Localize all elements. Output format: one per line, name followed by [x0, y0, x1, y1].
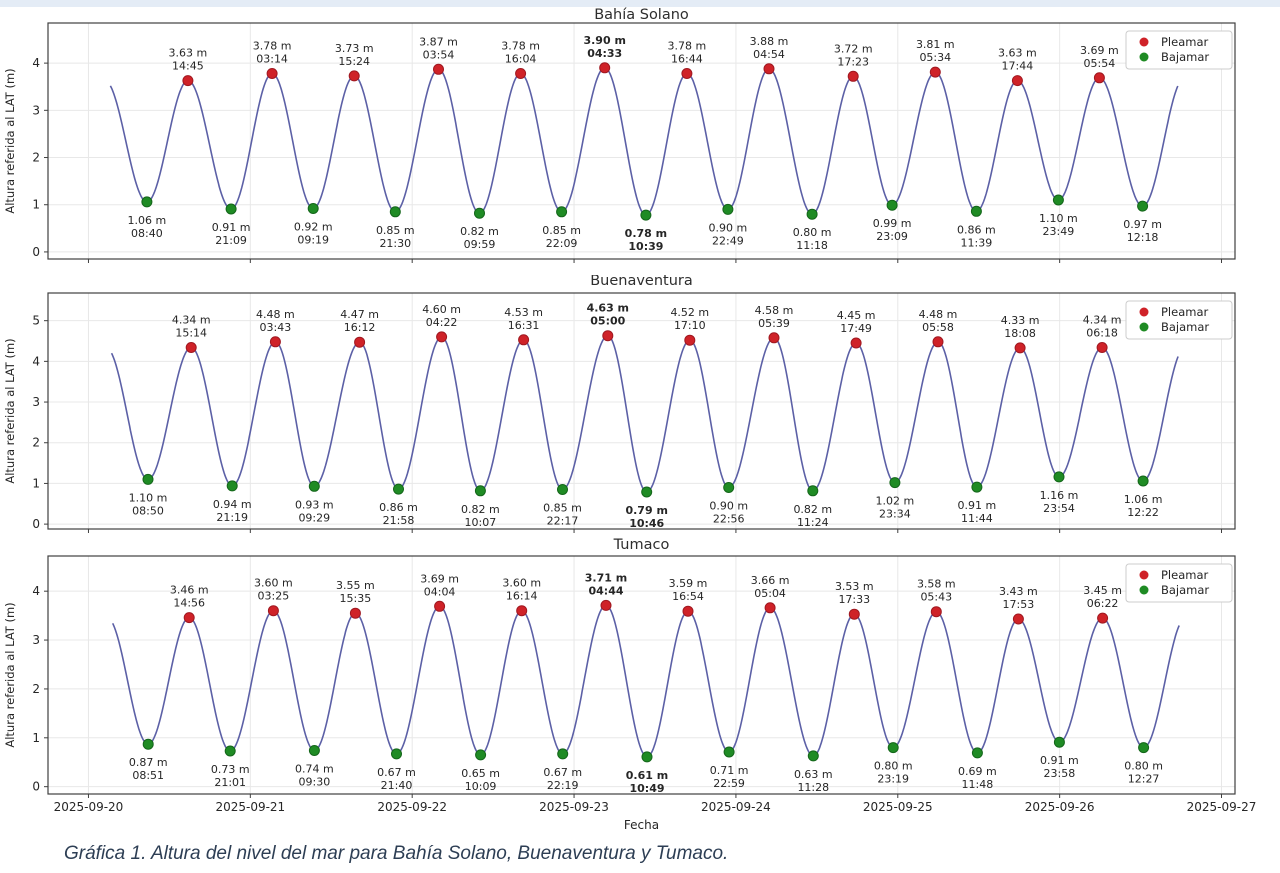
svg-text:0.90 m: 0.90 m	[709, 499, 749, 513]
low-tide-marker	[227, 481, 237, 491]
low-tide-marker	[558, 485, 568, 495]
svg-text:21:30: 21:30	[379, 236, 412, 250]
svg-text:0.91 m: 0.91 m	[957, 499, 997, 513]
svg-text:0: 0	[32, 244, 40, 259]
svg-text:0.63 m: 0.63 m	[793, 767, 833, 781]
legend-marker-pleamar	[1140, 571, 1149, 580]
svg-text:16:12: 16:12	[343, 321, 376, 335]
svg-text:0: 0	[32, 517, 40, 532]
svg-text:2025-09-20: 2025-09-20	[53, 800, 124, 814]
high-tide-marker	[933, 337, 943, 347]
legend-marker-pleamar	[1140, 38, 1149, 47]
svg-text:3.46 m: 3.46 m	[169, 583, 209, 597]
svg-text:23:34: 23:34	[879, 507, 911, 521]
svg-text:0.67 m: 0.67 m	[377, 765, 416, 779]
svg-text:4.48 m: 4.48 m	[918, 307, 958, 321]
high-tide-marker	[1094, 73, 1104, 83]
svg-text:0.91 m: 0.91 m	[1040, 754, 1079, 768]
low-tide-marker	[1138, 201, 1148, 211]
low-tide-marker	[642, 752, 652, 762]
high-tide-marker	[930, 67, 940, 77]
svg-text:3.63 m: 3.63 m	[998, 46, 1037, 60]
low-tide-marker	[309, 746, 319, 756]
svg-text:23:54: 23:54	[1043, 501, 1075, 515]
high-tide-marker	[517, 606, 527, 616]
svg-text:06:22: 06:22	[1086, 597, 1119, 611]
low-tide-marker	[641, 210, 651, 220]
svg-text:3.90 m: 3.90 m	[583, 33, 626, 47]
svg-text:17:23: 17:23	[837, 55, 870, 69]
svg-text:1: 1	[32, 476, 40, 491]
svg-text:2025-09-24: 2025-09-24	[701, 800, 771, 814]
high-tide-marker	[183, 76, 193, 86]
svg-text:3.73 m: 3.73 m	[334, 41, 374, 55]
low-tide-marker	[890, 478, 900, 488]
svg-text:17:33: 17:33	[838, 593, 871, 607]
low-tide-marker	[1054, 737, 1064, 747]
svg-text:0.80 m: 0.80 m	[1124, 759, 1163, 773]
svg-text:22:09: 22:09	[545, 236, 578, 250]
low-tide-marker	[887, 200, 897, 210]
high-tide-marker	[1013, 614, 1023, 624]
svg-text:3.78 m: 3.78 m	[501, 39, 540, 53]
svg-text:05:54: 05:54	[1083, 56, 1116, 70]
svg-text:0.90 m: 0.90 m	[708, 221, 748, 235]
high-tide-marker	[355, 337, 365, 347]
high-tide-marker	[434, 64, 444, 74]
svg-text:23:09: 23:09	[876, 230, 908, 244]
svg-text:23:19: 23:19	[877, 772, 910, 786]
high-tide-marker	[685, 335, 695, 345]
svg-text:3.43 m: 3.43 m	[999, 585, 1038, 598]
svg-text:1.10 m: 1.10 m	[1039, 212, 1078, 225]
svg-text:10:07: 10:07	[464, 515, 497, 529]
svg-text:2: 2	[32, 150, 40, 165]
svg-text:1.02 m: 1.02 m	[875, 494, 915, 508]
svg-text:06:18: 06:18	[1086, 326, 1118, 340]
y-axis-label: Altura referida al LAT (m)	[3, 338, 17, 484]
svg-text:4.34 m: 4.34 m	[171, 313, 211, 327]
high-tide-marker	[186, 343, 196, 353]
svg-text:0.67 m: 0.67 m	[543, 765, 583, 779]
svg-text:0.80 m: 0.80 m	[792, 226, 832, 240]
svg-text:3.71 m: 3.71 m	[584, 571, 628, 585]
svg-text:0.97 m: 0.97 m	[1123, 218, 1162, 232]
low-tide-marker	[888, 743, 898, 753]
svg-text:3.87 m: 3.87 m	[419, 35, 458, 49]
svg-text:4.60 m: 4.60 m	[422, 302, 461, 316]
low-tide-marker	[972, 748, 982, 758]
svg-text:10:09: 10:09	[464, 779, 497, 793]
svg-text:2025-09-22: 2025-09-22	[377, 800, 448, 814]
low-tide-marker	[1139, 743, 1149, 753]
svg-text:0.93 m: 0.93 m	[294, 498, 334, 512]
svg-text:22:19: 22:19	[546, 778, 579, 792]
svg-text:4: 4	[32, 354, 40, 369]
svg-text:4.34 m: 4.34 m	[1082, 313, 1122, 327]
low-tide-marker	[225, 746, 235, 756]
svg-text:0.78 m: 0.78 m	[624, 227, 668, 241]
tick-labels	[32, 56, 40, 259]
svg-text:3.78 m: 3.78 m	[667, 39, 707, 53]
svg-text:09:30: 09:30	[298, 775, 331, 789]
low-tide-marker	[724, 747, 734, 757]
legend-marker-bajamar	[1140, 586, 1149, 595]
svg-text:05:00: 05:00	[590, 314, 626, 328]
low-tide-marker	[394, 484, 404, 494]
svg-text:4.45 m: 4.45 m	[836, 309, 876, 322]
high-tide-marker	[349, 71, 359, 81]
legend-label: Bajamar	[1161, 583, 1210, 597]
svg-text:10:49: 10:49	[629, 781, 665, 795]
high-tide-marker	[270, 337, 280, 347]
chart-title: Bahía Solano	[594, 7, 689, 23]
low-tide-marker	[142, 197, 152, 207]
svg-text:4.48 m: 4.48 m	[256, 307, 295, 321]
svg-text:3.59 m: 3.59 m	[668, 577, 708, 591]
chart-tumaco	[0, 537, 1280, 834]
svg-text:05:43: 05:43	[920, 590, 953, 604]
chart-title: Buenaventura	[590, 275, 693, 289]
chart-bahia-solano	[0, 7, 1280, 275]
svg-text:0.85 m: 0.85 m	[542, 223, 581, 237]
svg-text:12:27: 12:27	[1127, 772, 1160, 786]
high-tide-marker	[764, 64, 774, 74]
svg-text:5: 5	[32, 313, 40, 328]
svg-text:23:49: 23:49	[1042, 225, 1075, 238]
svg-text:3.72 m: 3.72 m	[833, 42, 873, 56]
low-tide-marker	[972, 482, 982, 492]
high-tide-marker	[268, 606, 278, 616]
high-tide-marker	[600, 63, 610, 73]
svg-text:08:40: 08:40	[131, 226, 163, 240]
tide-curve	[113, 605, 1180, 757]
svg-text:16:14: 16:14	[505, 589, 538, 603]
svg-text:3.60 m: 3.60 m	[254, 576, 293, 590]
high-tide-marker	[184, 613, 194, 623]
svg-text:16:44: 16:44	[671, 52, 703, 66]
low-tide-marker	[226, 204, 236, 214]
svg-text:0.92 m: 0.92 m	[293, 220, 333, 234]
tick-labels	[32, 314, 40, 531]
svg-text:3.78 m: 3.78 m	[252, 39, 292, 53]
low-tide-marker	[309, 481, 319, 491]
svg-text:2: 2	[32, 681, 40, 696]
svg-text:09:29: 09:29	[298, 511, 331, 525]
svg-text:09:59: 09:59	[463, 238, 496, 252]
high-tide-marker	[769, 333, 779, 343]
legend-label: Pleamar	[1161, 305, 1209, 319]
high-tide-marker	[851, 338, 861, 348]
svg-text:4.53 m: 4.53 m	[504, 305, 543, 319]
low-tide-marker	[392, 749, 402, 759]
svg-text:11:44: 11:44	[961, 512, 993, 526]
svg-text:3.81 m: 3.81 m	[915, 38, 955, 52]
svg-text:3: 3	[32, 395, 40, 410]
svg-text:11:39: 11:39	[960, 236, 993, 250]
svg-text:0.82 m: 0.82 m	[461, 502, 500, 516]
svg-text:3.58 m: 3.58 m	[916, 577, 956, 591]
svg-text:4: 4	[32, 56, 40, 71]
figure-caption: Gráfica 1. Altura del nivel del mar para Bahía Solano, Buenaventura y Tumaco.	[64, 843, 729, 864]
svg-text:0.71 m: 0.71 m	[709, 764, 749, 777]
legend-marker-pleamar	[1140, 308, 1149, 317]
svg-text:11:48: 11:48	[961, 777, 994, 791]
svg-text:3.69 m: 3.69 m	[420, 572, 459, 586]
high-tide-marker	[1015, 343, 1025, 353]
svg-text:2: 2	[32, 435, 40, 450]
svg-text:2025-09-23: 2025-09-23	[539, 800, 609, 814]
svg-text:16:54: 16:54	[672, 590, 704, 604]
low-tide-marker	[143, 474, 153, 484]
svg-text:23:58: 23:58	[1043, 767, 1076, 781]
svg-text:4: 4	[32, 584, 40, 599]
svg-text:16:04: 16:04	[504, 52, 537, 66]
svg-text:3.88 m: 3.88 m	[749, 34, 789, 48]
svg-text:0.80 m: 0.80 m	[873, 759, 913, 773]
svg-text:0.94 m: 0.94 m	[212, 497, 252, 511]
high-tide-marker	[848, 71, 858, 81]
low-tide-marker	[390, 207, 400, 217]
svg-text:04:33: 04:33	[587, 46, 623, 60]
low-tide-marker	[808, 486, 818, 496]
legend-marker-bajamar	[1140, 323, 1149, 332]
svg-text:0.99 m: 0.99 m	[872, 217, 912, 231]
legend-label: Pleamar	[1161, 568, 1209, 582]
svg-text:08:51: 08:51	[132, 769, 165, 783]
legend-label: Pleamar	[1161, 35, 1209, 49]
svg-text:03:25: 03:25	[257, 589, 290, 603]
svg-text:14:56: 14:56	[173, 596, 206, 610]
high-tide-marker	[1098, 613, 1108, 623]
svg-text:0.61 m: 0.61 m	[625, 768, 669, 782]
svg-text:15:35: 15:35	[339, 592, 372, 606]
svg-text:04:22: 04:22	[425, 315, 458, 329]
svg-text:18:08: 18:08	[1004, 326, 1036, 340]
low-tide-marker	[143, 739, 153, 749]
legend-marker-bajamar	[1140, 53, 1149, 62]
svg-text:2025-09-25: 2025-09-25	[862, 800, 933, 814]
low-tide-marker	[557, 207, 567, 217]
svg-text:21:40: 21:40	[380, 778, 413, 792]
svg-text:0.87 m: 0.87 m	[128, 756, 168, 770]
extreme-markers	[143, 331, 1148, 497]
tide-curve	[112, 336, 1179, 492]
svg-text:0.86 m: 0.86 m	[957, 223, 996, 237]
low-tide-marker	[475, 486, 485, 496]
svg-text:0.85 m: 0.85 m	[375, 223, 415, 237]
svg-text:0.86 m: 0.86 m	[379, 501, 418, 515]
high-tide-marker	[519, 335, 529, 345]
svg-text:4.47 m: 4.47 m	[340, 308, 379, 322]
low-tide-marker	[723, 204, 733, 214]
svg-text:21:58: 21:58	[382, 514, 415, 528]
svg-text:1.10 m: 1.10 m	[128, 491, 168, 505]
svg-text:08:50: 08:50	[132, 504, 164, 518]
legend	[1126, 564, 1232, 602]
svg-text:1.06 m: 1.06 m	[1123, 493, 1163, 506]
svg-text:21:19: 21:19	[216, 510, 249, 524]
y-axis-label: Altura referida al LAT (m)	[3, 68, 17, 214]
svg-text:3.53 m: 3.53 m	[834, 580, 874, 594]
svg-text:10:46: 10:46	[629, 517, 665, 530]
svg-text:0.74 m: 0.74 m	[295, 762, 334, 776]
svg-text:3.66 m: 3.66 m	[750, 573, 790, 587]
high-tide-marker	[849, 609, 859, 619]
svg-text:0.69 m: 0.69 m	[958, 764, 997, 778]
svg-text:15:14: 15:14	[175, 326, 208, 340]
svg-text:05:39: 05:39	[758, 316, 790, 330]
chart-buenaventura	[0, 275, 1280, 537]
high-tide-marker	[350, 608, 360, 618]
svg-text:17:53: 17:53	[1002, 598, 1035, 611]
tide-curve	[110, 68, 1177, 215]
high-tide-marker	[765, 603, 775, 613]
svg-text:03:43: 03:43	[259, 320, 292, 334]
svg-text:2025-09-21: 2025-09-21	[215, 800, 286, 814]
legend-label: Bajamar	[1161, 50, 1210, 64]
svg-text:1: 1	[32, 197, 40, 212]
svg-text:22:59: 22:59	[713, 777, 745, 790]
svg-text:05:04: 05:04	[754, 586, 786, 600]
svg-text:0.82 m: 0.82 m	[460, 225, 499, 239]
chart-title: Tumaco	[613, 537, 670, 553]
svg-text:0.65 m: 0.65 m	[461, 766, 500, 780]
svg-text:11:18: 11:18	[796, 239, 828, 253]
svg-text:03:54: 03:54	[422, 48, 455, 62]
high-tide-marker	[437, 332, 447, 342]
svg-text:3.55 m: 3.55 m	[336, 579, 375, 593]
svg-text:17:49: 17:49	[840, 322, 872, 335]
svg-text:10:39: 10:39	[628, 240, 664, 254]
svg-text:3.60 m: 3.60 m	[502, 576, 542, 590]
svg-text:0.79 m: 0.79 m	[625, 504, 668, 517]
high-tide-marker	[931, 607, 941, 617]
svg-text:22:49: 22:49	[712, 234, 744, 248]
high-tide-marker	[601, 600, 611, 610]
svg-text:0.91 m: 0.91 m	[211, 221, 251, 234]
svg-text:12:18: 12:18	[1126, 231, 1159, 245]
svg-text:16:31: 16:31	[507, 318, 540, 332]
legend	[1126, 301, 1232, 339]
legend-label: Bajamar	[1161, 320, 1210, 334]
svg-text:2025-09-27: 2025-09-27	[1186, 800, 1257, 814]
svg-text:1.16 m: 1.16 m	[1039, 488, 1079, 502]
legend	[1126, 31, 1232, 69]
svg-text:05:58: 05:58	[922, 320, 954, 334]
svg-text:22:56: 22:56	[712, 512, 745, 526]
high-tide-marker	[1097, 343, 1107, 353]
svg-text:4.33 m: 4.33 m	[1000, 313, 1040, 327]
low-tide-marker	[642, 487, 652, 497]
svg-text:17:10: 17:10	[673, 319, 706, 333]
svg-text:1.06 m: 1.06 m	[127, 213, 167, 227]
svg-text:0: 0	[32, 779, 40, 794]
high-tide-marker	[435, 601, 445, 611]
x-axis-label: Fecha	[623, 818, 660, 832]
svg-text:12:22: 12:22	[1127, 506, 1159, 519]
svg-text:11:24: 11:24	[796, 515, 829, 529]
low-tide-marker	[1053, 195, 1063, 205]
svg-text:3.63 m: 3.63 m	[168, 46, 208, 60]
svg-text:4.63 m: 4.63 m	[586, 301, 630, 315]
low-tide-marker	[1054, 472, 1064, 482]
svg-text:1: 1	[32, 730, 40, 745]
tide-figure	[0, 7, 1280, 866]
svg-text:17:44: 17:44	[1001, 59, 1034, 73]
high-tide-marker	[267, 69, 277, 79]
svg-text:14:45: 14:45	[172, 59, 204, 73]
svg-text:15:24: 15:24	[338, 54, 371, 68]
low-tide-marker	[308, 204, 318, 214]
svg-text:21:01: 21:01	[214, 776, 247, 789]
high-tide-marker	[683, 606, 693, 616]
low-tide-marker	[807, 209, 817, 219]
low-tide-marker	[475, 208, 485, 218]
svg-text:2025-09-26: 2025-09-26	[1024, 800, 1095, 814]
svg-text:04:54: 04:54	[753, 47, 785, 61]
svg-text:3: 3	[32, 633, 40, 648]
svg-text:0.73 m: 0.73 m	[210, 763, 250, 776]
svg-text:04:04: 04:04	[423, 585, 456, 599]
svg-text:22:17: 22:17	[546, 514, 579, 528]
svg-text:03:14: 03:14	[256, 52, 288, 66]
low-tide-marker	[558, 749, 568, 759]
svg-text:3: 3	[32, 103, 40, 118]
low-tide-marker	[724, 483, 734, 493]
low-tide-marker	[476, 750, 486, 760]
svg-text:04:44: 04:44	[588, 584, 624, 598]
svg-text:0.85 m: 0.85 m	[543, 501, 582, 515]
y-axis-label: Altura referida al LAT (m)	[3, 602, 17, 748]
svg-text:3.69 m: 3.69 m	[1080, 43, 1119, 57]
svg-text:4.58 m: 4.58 m	[754, 303, 794, 317]
svg-text:11:28: 11:28	[797, 780, 830, 794]
svg-text:21:09: 21:09	[215, 234, 247, 247]
svg-text:09:19: 09:19	[297, 233, 330, 247]
high-tide-marker	[1012, 76, 1022, 86]
high-tide-marker	[516, 69, 526, 79]
high-tide-marker	[682, 69, 692, 79]
low-tide-marker	[1138, 476, 1148, 486]
svg-text:3.45 m: 3.45 m	[1083, 584, 1122, 598]
low-tide-marker	[808, 751, 818, 761]
low-tide-marker	[971, 206, 981, 216]
top-border-strip	[0, 0, 1280, 7]
high-tide-marker	[603, 331, 613, 341]
svg-text:05:34: 05:34	[919, 51, 952, 65]
svg-text:0.82 m: 0.82 m	[793, 502, 833, 516]
svg-text:4.52 m: 4.52 m	[670, 306, 710, 320]
